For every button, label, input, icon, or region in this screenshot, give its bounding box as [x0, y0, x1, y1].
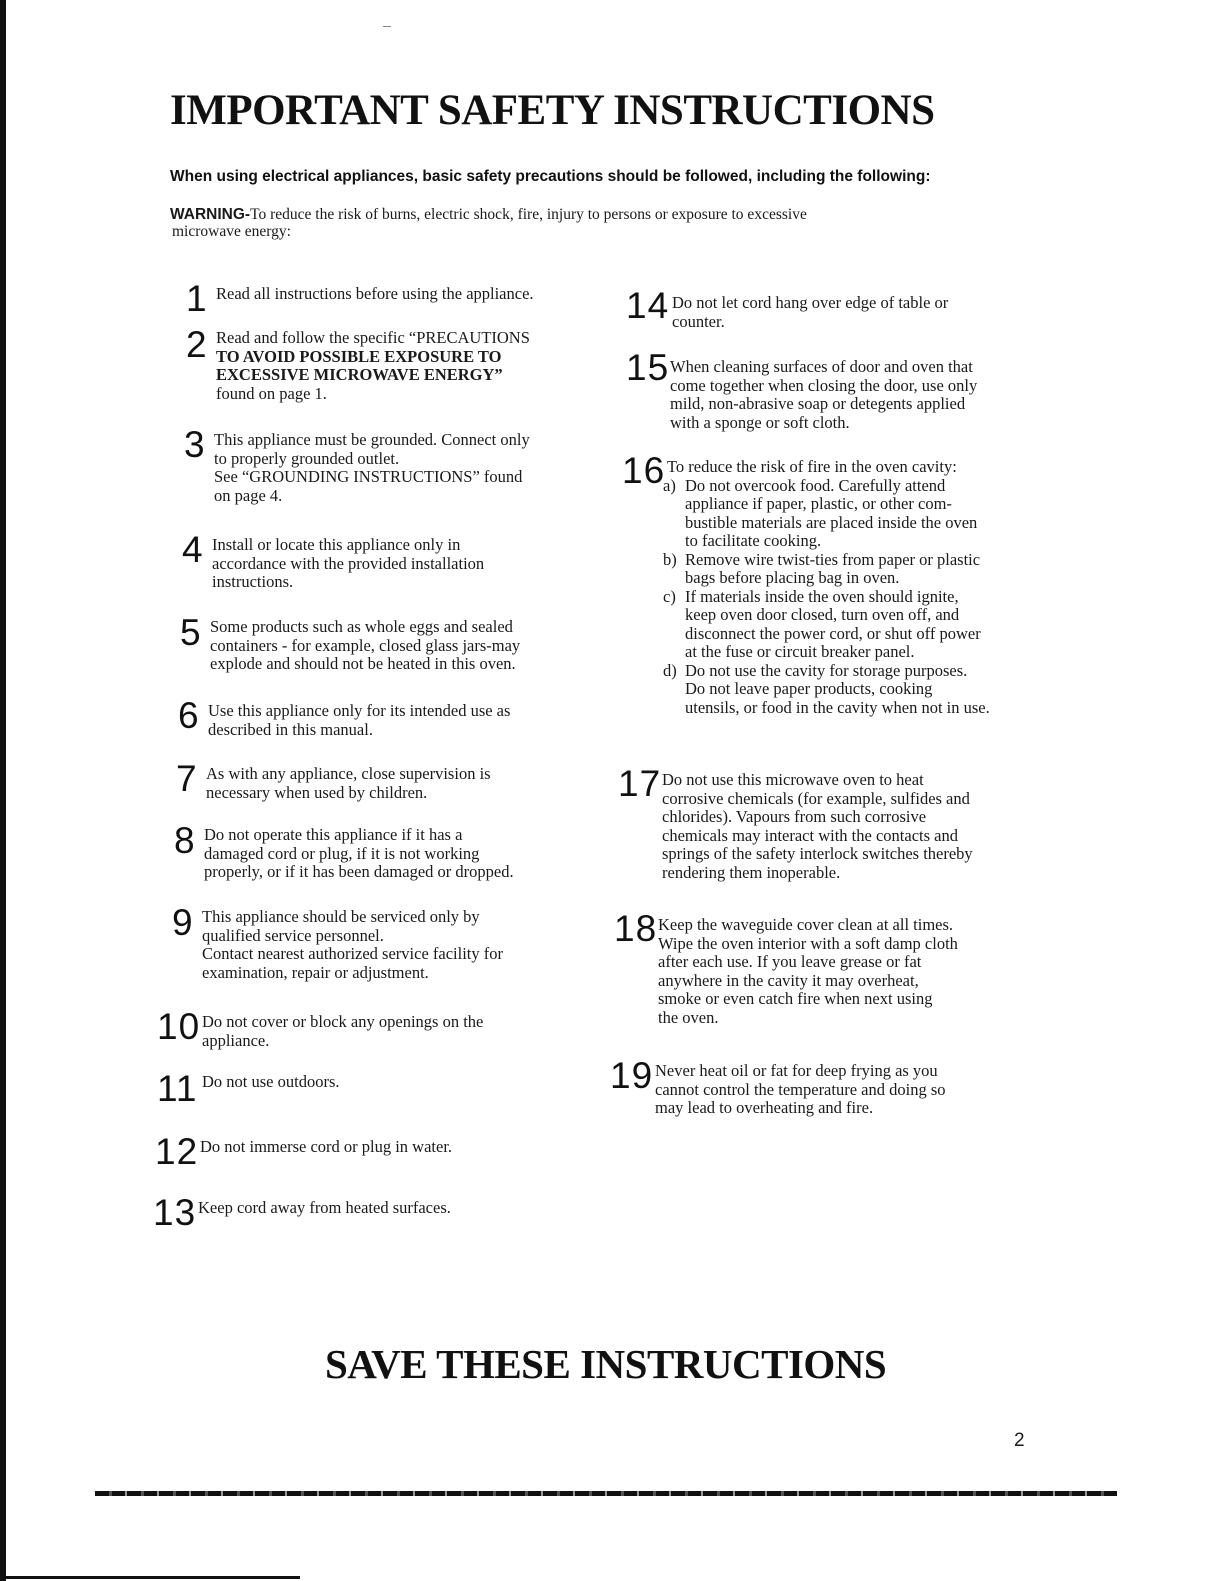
item-number: 1	[186, 278, 208, 319]
save-instructions-heading: SAVE THESE INSTRUCTIONS	[325, 1341, 887, 1387]
item-line: appliance if paper, plastic, or other com-	[685, 494, 952, 513]
item-line: with a sponge or soft cloth.	[670, 412, 850, 432]
item-line: Wipe the oven interior with a soft damp cloth	[658, 933, 958, 953]
item-number: 14	[626, 285, 670, 326]
item-line: after each use. If you leave grease or fat	[658, 952, 922, 971]
item-line: counter.	[672, 311, 725, 331]
item-line: Keep cord away from heated surfaces.	[198, 1198, 451, 1217]
item-line: Keep the waveguide cover clean at all times.	[658, 915, 954, 934]
warning-text	[170, 206, 930, 240]
item-line: When cleaning surfaces of door and oven that	[670, 357, 973, 376]
footer-rule	[95, 1491, 1117, 1496]
item-line: Never heat oil or fat for deep frying as you	[655, 1061, 938, 1080]
item-line: described in this manual.	[208, 719, 373, 739]
item-line: Do not leave paper products, cooking	[685, 679, 933, 698]
item-line: Do not use outdoors.	[202, 1072, 340, 1091]
sub-item-c	[663, 588, 1087, 662]
item-text	[670, 358, 1090, 432]
sub-item-label: a)	[663, 475, 676, 495]
item-number: 6	[178, 695, 200, 736]
item-line: bustible materials are placed inside the oven	[685, 512, 978, 532]
item-line: on page 4.	[214, 485, 283, 505]
item-number: 16	[622, 450, 666, 491]
item-line: TO AVOID POSSIBLE EXPOSURE TO	[216, 346, 502, 366]
item-text	[202, 1073, 602, 1092]
item-line: found on page 1.	[216, 383, 327, 403]
item-line: corrosive chemicals (for example, sulfides and	[662, 788, 970, 808]
scan-left-edge	[0, 0, 6, 1581]
item-line: come together when closing the door, use only	[670, 375, 978, 395]
item-line: properly, or if it has been damaged or dropped.	[204, 862, 514, 881]
item-line: necessary when used by children.	[206, 782, 428, 802]
scan-bottom-edge	[0, 1576, 300, 1579]
item-line: explode and should not be heated in this oven.	[210, 654, 516, 673]
item-number: 11	[157, 1068, 198, 1109]
item-text	[672, 294, 1072, 331]
item-text	[216, 329, 616, 403]
warning-line-2: microwave energy:	[172, 223, 291, 240]
item-line: Do not operate this appliance if it has a	[204, 825, 463, 844]
item-line: appliance.	[202, 1030, 270, 1050]
item-line: smoke or even catch fire when next using	[658, 989, 933, 1008]
warning-line-1: To reduce the risk of burns, electric shock, fire, injury to persons or exposure to excessive	[250, 206, 807, 223]
item-text	[210, 618, 610, 674]
item-text	[208, 702, 608, 739]
item-line: EXCESSIVE MICROWAVE ENERGY”	[216, 365, 503, 384]
item-line: Some products such as whole eggs and sealed	[210, 617, 513, 636]
item-text	[204, 826, 614, 882]
item-text	[658, 916, 1078, 1027]
item-number: 8	[174, 820, 196, 861]
item-line: disconnect the power cord, or shut off power	[685, 623, 981, 643]
item-line: Do not immerse cord or plug in water.	[200, 1137, 453, 1156]
item-line: chemicals may interact with the contacts and	[662, 825, 958, 845]
item-number: 4	[182, 529, 204, 570]
item-text	[662, 771, 1082, 882]
item-text	[202, 1013, 602, 1050]
item-number: 19	[610, 1055, 654, 1096]
item-text	[214, 431, 614, 505]
sub-item-d	[663, 662, 1087, 718]
item-line: As with any appliance, close supervision is	[206, 764, 491, 783]
item-line: to properly grounded outlet.	[214, 448, 400, 468]
item-line: Do not cover or block any openings on the	[202, 1012, 484, 1031]
item-text	[212, 536, 612, 592]
item-line: Do not use the cavity for storage purposes.	[685, 660, 968, 680]
item-text	[655, 1062, 1075, 1118]
page-number: 2	[1014, 1430, 1025, 1451]
item-text	[198, 1199, 598, 1218]
item-line: damaged cord or plug, if it is not working	[204, 843, 480, 863]
item-line: To reduce the risk of fire in the oven cavity:	[667, 457, 957, 476]
item-line: Read all instructions before using the appliance.	[216, 284, 534, 303]
item-line: the oven.	[658, 1007, 719, 1027]
item-line: See “GROUNDING INSTRUCTIONS” found	[214, 467, 523, 486]
item-text	[663, 457, 1087, 717]
item-text	[206, 765, 606, 802]
item-line: may lead to overheating and fire.	[655, 1098, 874, 1117]
item-line: This appliance should be serviced only by	[202, 907, 480, 926]
item-number: 17	[618, 763, 662, 804]
item-line: to facilitate cooking.	[685, 531, 822, 550]
item-line: anywhere in the cavity it may overheat,	[658, 970, 919, 990]
item-line: Contact nearest authorized service facility for	[202, 944, 503, 963]
scan-speck	[383, 26, 391, 27]
item-number: 13	[153, 1192, 197, 1233]
sub-item-label: b)	[663, 549, 677, 569]
item-number: 12	[155, 1131, 199, 1172]
item-line: springs of the safety interlock switches thereby	[662, 844, 973, 863]
item-line: Use this appliance only for its intended use as	[208, 701, 511, 720]
item-text	[216, 285, 606, 304]
item-number: 5	[180, 612, 202, 653]
item-number: 3	[184, 424, 206, 465]
item-line: instructions.	[212, 572, 294, 591]
item-number: 15	[626, 347, 670, 388]
item-line: Install or locate this appliance only in	[212, 535, 461, 554]
item-line: mild, non-abrasive soap or detegents applied	[670, 394, 966, 413]
item-line: Do not let cord hang over edge of table or	[672, 293, 949, 312]
item-number: 10	[157, 1006, 201, 1047]
sub-item-label: c)	[663, 586, 676, 606]
item-line: at the fuse or circuit breaker panel.	[685, 642, 915, 661]
item-line: Read and follow the specific “PRECAUTIONS	[216, 328, 530, 347]
page-title: IMPORTANT SAFETY INSTRUCTIONS	[170, 87, 935, 134]
item-line: rendering them inoperable.	[662, 862, 841, 882]
item-number: 2	[186, 324, 208, 365]
item-line: Do not overcook food. Carefully attend	[685, 475, 946, 495]
item-line: Remove wire twist-ties from paper or plastic	[685, 549, 981, 569]
item-line: If materials inside the oven should ignite,	[685, 586, 959, 606]
item-line: qualified service personnel.	[202, 925, 384, 945]
item-text	[200, 1138, 600, 1157]
item-text	[202, 908, 612, 982]
sub-item-label: d)	[663, 660, 677, 680]
item-number: 9	[172, 902, 194, 943]
item-line: containers - for example, closed glass jars-may	[210, 635, 521, 655]
intro-text: When using electrical appliances, basic safety precautions should be followed, including the following:	[170, 168, 931, 185]
item-line: chlorides). Vapours from such corrosive	[662, 807, 927, 826]
item-number: 18	[614, 908, 658, 949]
warning-label: WARNING-	[170, 206, 251, 223]
item-line: utensils, or food in the cavity when not in use.	[685, 697, 990, 717]
item-line: keep oven door closed, turn oven off, and	[685, 605, 960, 624]
item-line: Do not use this microwave oven to heat	[662, 770, 924, 789]
sub-item-b	[663, 551, 1087, 588]
item-number: 7	[176, 758, 198, 799]
item-line: bags before placing bag in oven.	[685, 568, 900, 587]
item-line: examination, repair or adjustment.	[202, 962, 429, 982]
sub-item-a	[663, 477, 1087, 551]
item-line: cannot control the temperature and doing so	[655, 1079, 946, 1099]
item-line: accordance with the provided installation	[212, 553, 485, 573]
item-line: This appliance must be grounded. Connect only	[214, 430, 530, 449]
